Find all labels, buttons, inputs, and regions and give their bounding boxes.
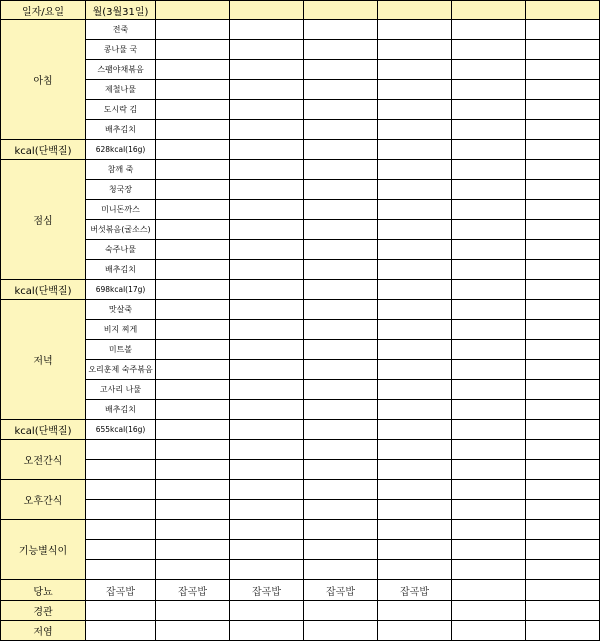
table-row bbox=[1, 560, 600, 580]
lunch-kcal-row bbox=[1, 280, 600, 300]
table-row bbox=[1, 100, 600, 120]
low-salt-row bbox=[1, 621, 600, 641]
table-row bbox=[1, 260, 600, 280]
lunch-kcal-value: 698kcal(17g) bbox=[86, 280, 156, 300]
table-row bbox=[1, 400, 600, 420]
diabetes-label: 당뇨 bbox=[1, 580, 86, 601]
table-row bbox=[1, 520, 600, 540]
table-row bbox=[1, 500, 600, 520]
dinner-kcal-value: 655kcal(16g) bbox=[86, 420, 156, 440]
functional-diet-label: 기능별식이 bbox=[1, 520, 86, 580]
breakfast-item: 스팸야채볶음 bbox=[86, 60, 156, 80]
dinner-item: 배추김치 bbox=[86, 400, 156, 420]
dinner-item: 고사리 나물 bbox=[86, 380, 156, 400]
breakfast-item: 도시락 김 bbox=[86, 100, 156, 120]
diabetes-value: 잡곡밥 bbox=[230, 580, 304, 601]
table-row bbox=[1, 80, 600, 100]
lunch-item: 버섯볶음(굴소스) bbox=[86, 220, 156, 240]
breakfast-item: 배추김치 bbox=[86, 120, 156, 140]
lunch-item: 참깨 죽 bbox=[86, 160, 156, 180]
table-row bbox=[1, 440, 600, 460]
table-row bbox=[1, 120, 600, 140]
table-row bbox=[1, 20, 600, 40]
table-row bbox=[1, 300, 600, 320]
lunch-item: 배추김치 bbox=[86, 260, 156, 280]
lunch-item: 청국장 bbox=[86, 180, 156, 200]
table-row bbox=[1, 60, 600, 80]
lunch-label: 점심 bbox=[1, 160, 86, 280]
diabetes-value: 잡곡밥 bbox=[378, 580, 452, 601]
table-row bbox=[1, 320, 600, 340]
table-row bbox=[1, 480, 600, 500]
dinner-item: 비지 찌게 bbox=[86, 320, 156, 340]
header-monday: 월(3월31일) bbox=[86, 1, 156, 20]
table-row bbox=[1, 40, 600, 60]
low-salt-label: 저염 bbox=[1, 621, 86, 641]
breakfast-item: 전죽 bbox=[86, 20, 156, 40]
table-row bbox=[1, 160, 600, 180]
dinner-kcal-label: kcal(단백질) bbox=[1, 420, 86, 440]
breakfast-item: 제철나물 bbox=[86, 80, 156, 100]
table-row bbox=[1, 180, 600, 200]
breakfast-kcal-label: kcal(단백질) bbox=[1, 140, 86, 160]
table-row bbox=[1, 240, 600, 260]
diabetes-value: 잡곡밥 bbox=[86, 580, 156, 601]
dinner-item: 미트볼 bbox=[86, 340, 156, 360]
dinner-kcal-row bbox=[1, 420, 600, 440]
dinner-label: 저녁 bbox=[1, 300, 86, 420]
morning-snack-label: 오전간식 bbox=[1, 440, 86, 480]
afternoon-snack-label: 오후간식 bbox=[1, 480, 86, 520]
dinner-item: 오리훈제 숙주볶음 bbox=[86, 360, 156, 380]
lunch-kcal-label: kcal(단백질) bbox=[1, 280, 86, 300]
breakfast-kcal-value: 628kcal(16g) bbox=[86, 140, 156, 160]
tube-row bbox=[1, 601, 600, 621]
lunch-item: 미니돈까스 bbox=[86, 200, 156, 220]
table-row bbox=[1, 360, 600, 380]
header-date-day: 일자/요일 bbox=[1, 1, 86, 20]
dinner-item: 맛살죽 bbox=[86, 300, 156, 320]
table-row bbox=[1, 340, 600, 360]
table-row bbox=[1, 460, 600, 480]
diabetes-value: 잡곡밥 bbox=[156, 580, 230, 601]
table-row bbox=[1, 220, 600, 240]
breakfast-kcal-row bbox=[1, 140, 600, 160]
breakfast-item: 콩나물 국 bbox=[86, 40, 156, 60]
tube-label: 경관 bbox=[1, 601, 86, 621]
table-row bbox=[1, 380, 600, 400]
diabetes-row bbox=[1, 580, 600, 601]
breakfast-label: 아침 bbox=[1, 20, 86, 140]
table-row bbox=[1, 540, 600, 560]
table-row bbox=[1, 200, 600, 220]
lunch-item: 숙주나물 bbox=[86, 240, 156, 260]
diabetes-value: 잡곡밥 bbox=[304, 580, 378, 601]
header-row bbox=[1, 1, 600, 20]
